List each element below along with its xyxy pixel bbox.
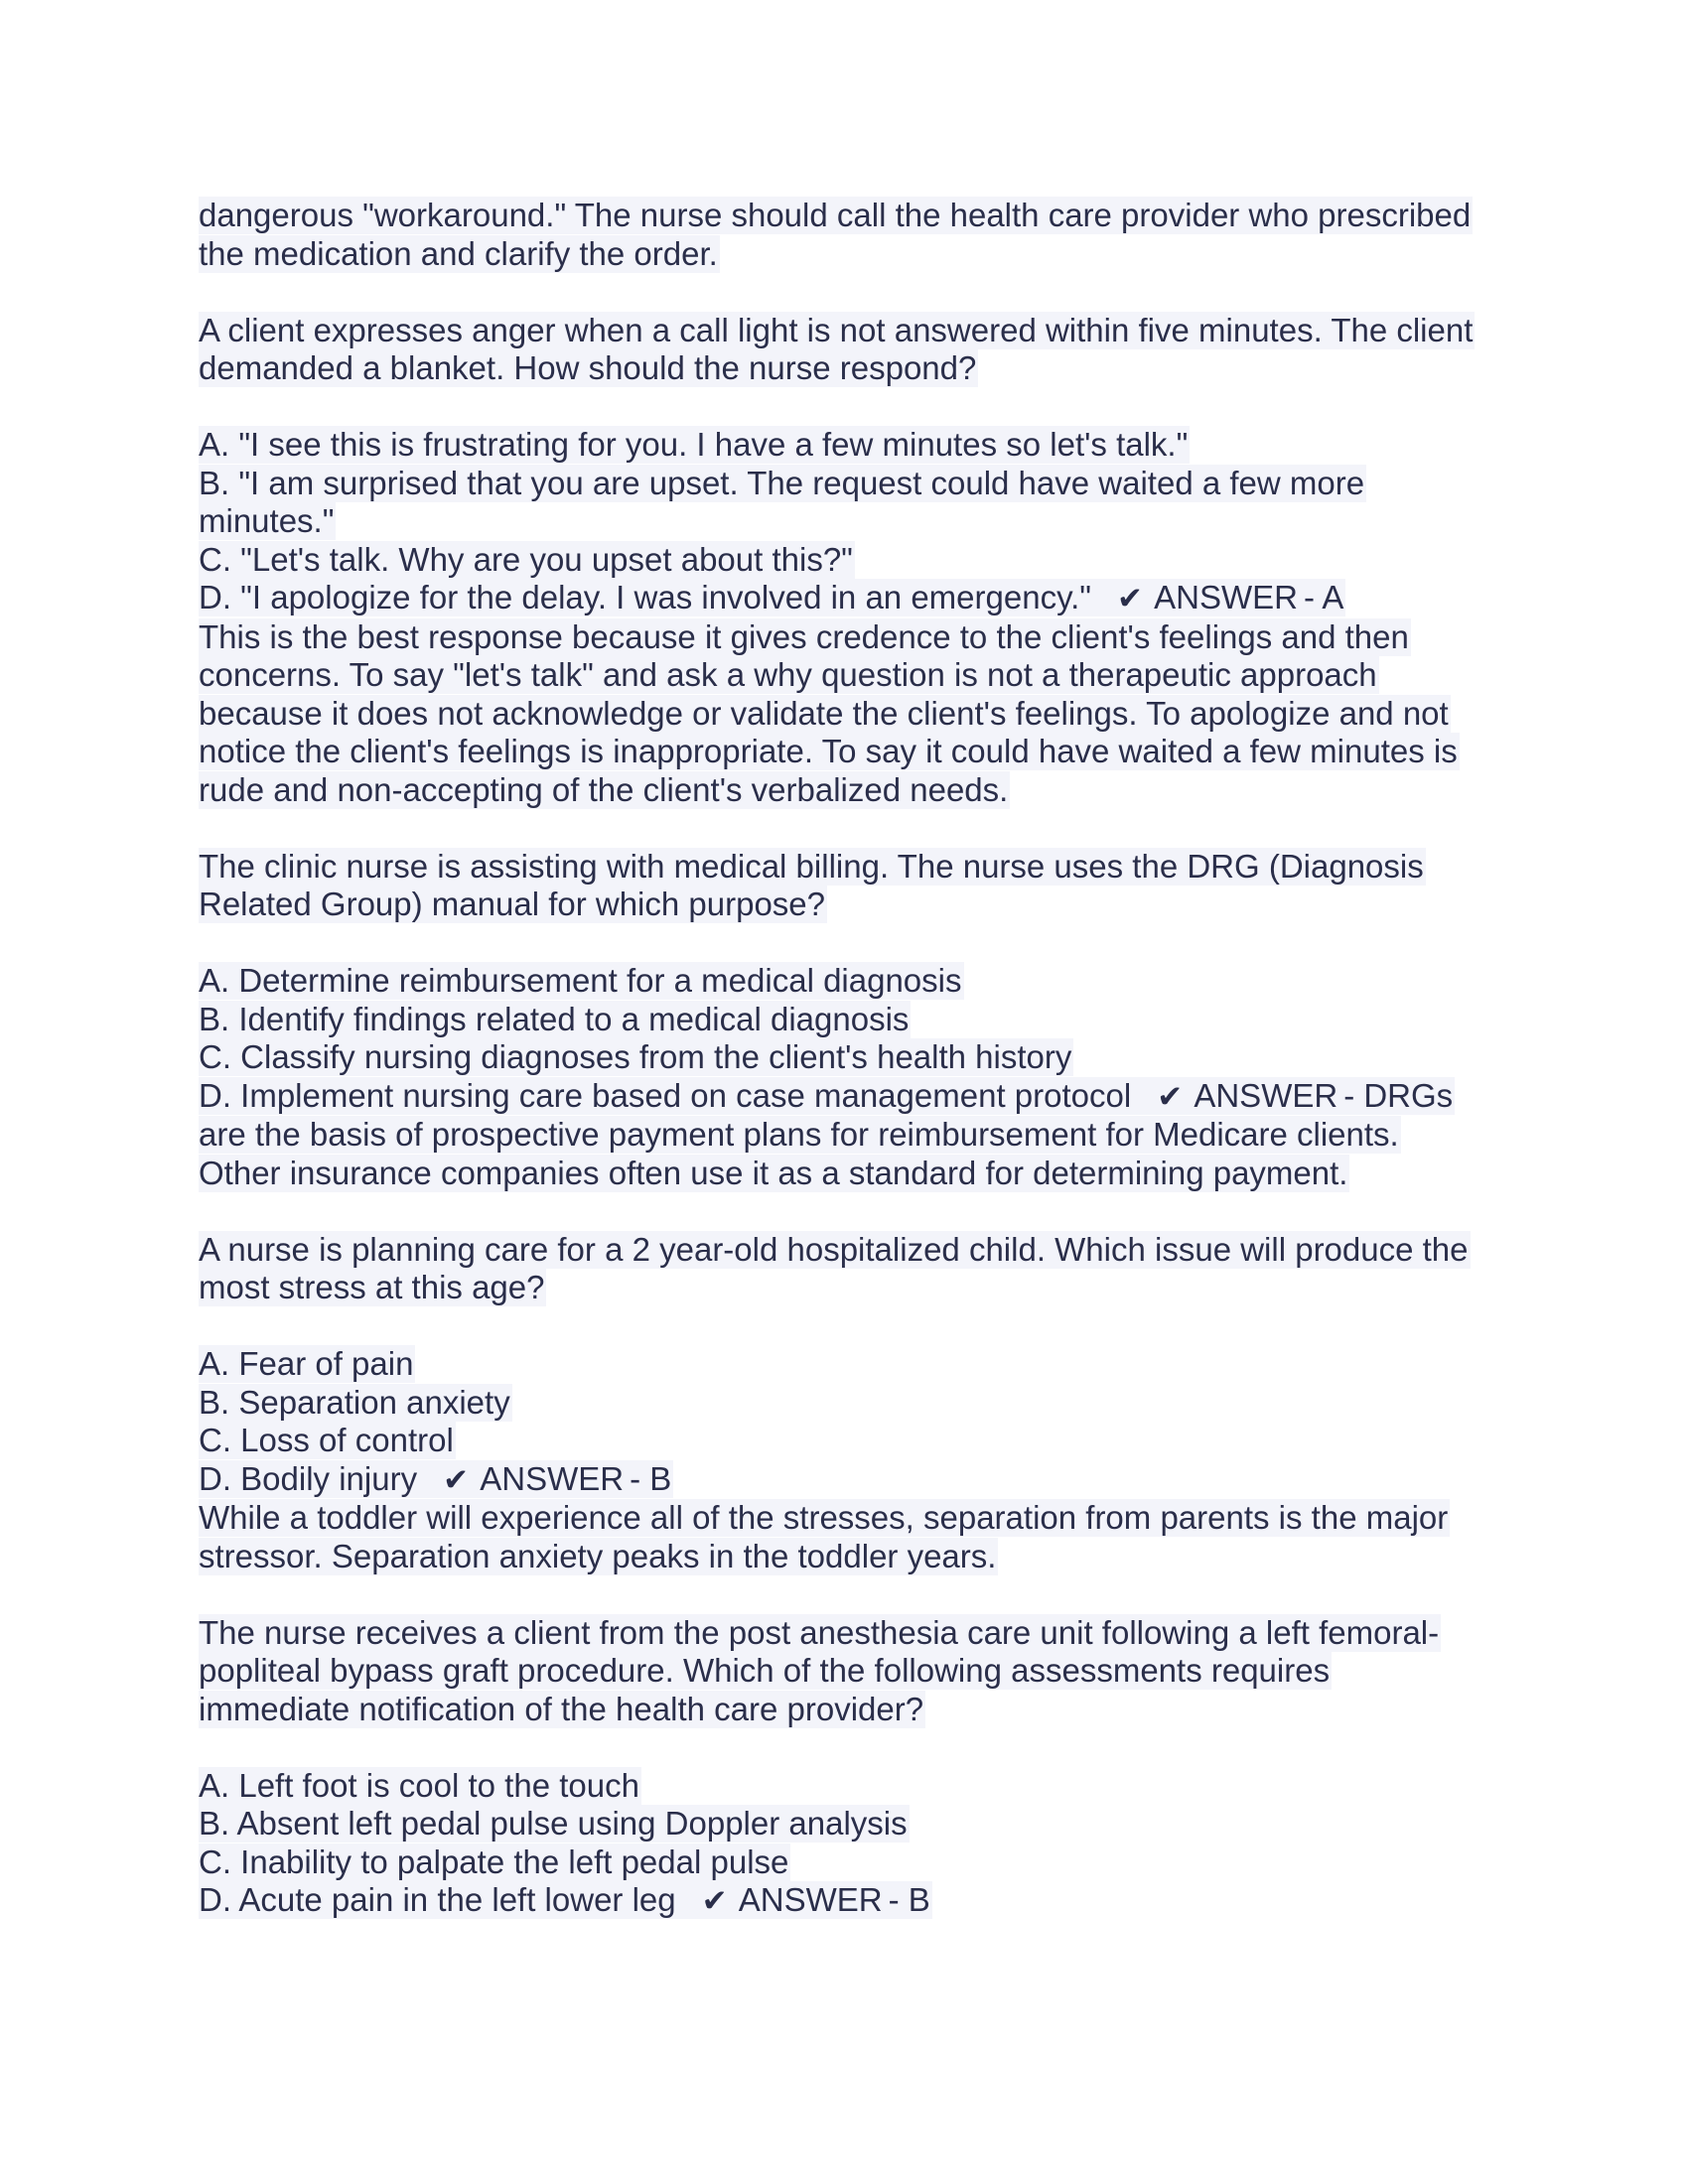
checkmark-icon: ✔ xyxy=(443,1461,470,1498)
answer-label: ANSWER xyxy=(1154,579,1299,615)
option-b: B. Absent left pedal pulse using Doppler analysis xyxy=(199,1805,908,1842)
answer-line xyxy=(199,1460,673,1498)
answer-line xyxy=(199,579,1345,616)
rationale-line: rude and non-accepting of the client's verbalized needs. xyxy=(199,770,1009,808)
rationale-line: concerns. To say "let's talk" and ask a why question is not a therapeutic approach xyxy=(199,656,1377,693)
question-stem-line: The clinic nurse is assisting with medical billing. The nurse uses the DRG (Diagnosis xyxy=(199,847,1424,885)
question-1-stem xyxy=(199,312,1499,388)
document-page xyxy=(199,197,1499,1959)
rationale-line: notice the client's feelings is inappropriate. To say it could have waited a few minutes is xyxy=(199,733,1458,769)
option-d: D. Implement nursing care based on case management protocol xyxy=(199,1076,1132,1114)
rationale-line: Other insurance companies often use it as a standard for determining payment. xyxy=(199,1154,1348,1191)
question-4-stem xyxy=(199,1614,1499,1729)
question-stem-line: most stress at this age? xyxy=(199,1269,545,1305)
option-a: A. Left foot is cool to the touch xyxy=(199,1766,639,1804)
option-a: A. Determine reimbursement for a medical diagnosis xyxy=(199,962,962,999)
option-d: D. Bodily injury xyxy=(199,1459,418,1497)
question-4-options xyxy=(199,1767,1499,1921)
question-stem-line: A client expresses anger when a call light is not answered within five minutes. The client xyxy=(199,311,1474,348)
option-b: B. "I am surprised that you are upset. The request could have waited a few more xyxy=(199,464,1365,501)
option-a: A. "I see this is frustrating for you. I have a few minutes so let's talk." xyxy=(199,426,1189,463)
option-c: C. "Let's talk. Why are you upset about this?" xyxy=(199,540,853,578)
answer-line xyxy=(199,1077,1455,1115)
question-stem-line: immediate notification of the health care provider? xyxy=(199,1690,924,1727)
question-3-options xyxy=(199,1345,1499,1575)
option-c: C. Inability to palpate the left pedal pulse xyxy=(199,1843,789,1880)
answer-label: ANSWER xyxy=(480,1459,625,1497)
intro-paragraph xyxy=(199,197,1499,273)
option-b-continued: minutes." xyxy=(199,502,335,539)
answer-label: ANSWER xyxy=(1194,1076,1338,1114)
question-stem-line: The nurse receives a client from the post anesthesia care unit following a left femoral- xyxy=(199,1613,1440,1651)
question-stem-line: Related Group) manual for which purpose? xyxy=(199,886,826,922)
rationale-line: because it does not acknowledge or validate the client's feelings. To apologize and not xyxy=(199,694,1449,732)
rationale-line: are the basis of prospective payment plans for reimbursement for Medicare clients. xyxy=(199,1116,1399,1153)
intro-line: dangerous "workaround." The nurse should call the health care provider who prescribed xyxy=(199,197,1472,233)
answer-value: - A xyxy=(1304,579,1344,615)
option-c: C. Loss of control xyxy=(199,1422,454,1458)
question-3-stem xyxy=(199,1231,1499,1307)
rationale-line: stressor. Separation anxiety peaks in the toddler years. xyxy=(199,1537,997,1574)
rationale-line: This is the best response because it gives credence to the client's feelings and then xyxy=(199,617,1409,655)
answer-label: ANSWER xyxy=(738,1881,883,1918)
option-a: A. Fear of pain xyxy=(199,1345,414,1382)
checkmark-icon: ✔ xyxy=(1117,581,1143,616)
answer-value: - B xyxy=(888,1881,930,1918)
option-b: B. Identify findings related to a medical diagnosis xyxy=(199,1000,910,1037)
option-d: D. "I apologize for the delay. I was involved in an emergency." xyxy=(199,579,1092,615)
answer-value: - B xyxy=(630,1459,672,1497)
question-stem-line: demanded a blanket. How should the nurse respond? xyxy=(199,349,977,386)
question-stem-line: A nurse is planning care for a 2 year-old hospitalized child. Which issue will produce the xyxy=(199,1230,1469,1268)
checkmark-icon: ✔ xyxy=(701,1883,728,1919)
option-d: D. Acute pain in the left lower leg xyxy=(199,1881,676,1918)
question-stem-line: popliteal bypass graft procedure. Which of the following assessments requires xyxy=(199,1652,1331,1689)
checkmark-icon: ✔ xyxy=(1157,1078,1184,1115)
option-c: C. Classify nursing diagnoses from the client's health history xyxy=(199,1038,1072,1075)
intro-line: the medication and clarify the order. xyxy=(199,234,718,272)
question-2-options xyxy=(199,962,1499,1192)
answer-line xyxy=(199,1881,932,1919)
question-1-options xyxy=(199,426,1499,809)
option-b: B. Separation anxiety xyxy=(199,1383,510,1421)
answer-value: - DRGs xyxy=(1343,1076,1454,1114)
question-2-stem xyxy=(199,848,1499,924)
rationale-line: While a toddler will experience all of the stresses, separation from parents is the major xyxy=(199,1499,1449,1536)
